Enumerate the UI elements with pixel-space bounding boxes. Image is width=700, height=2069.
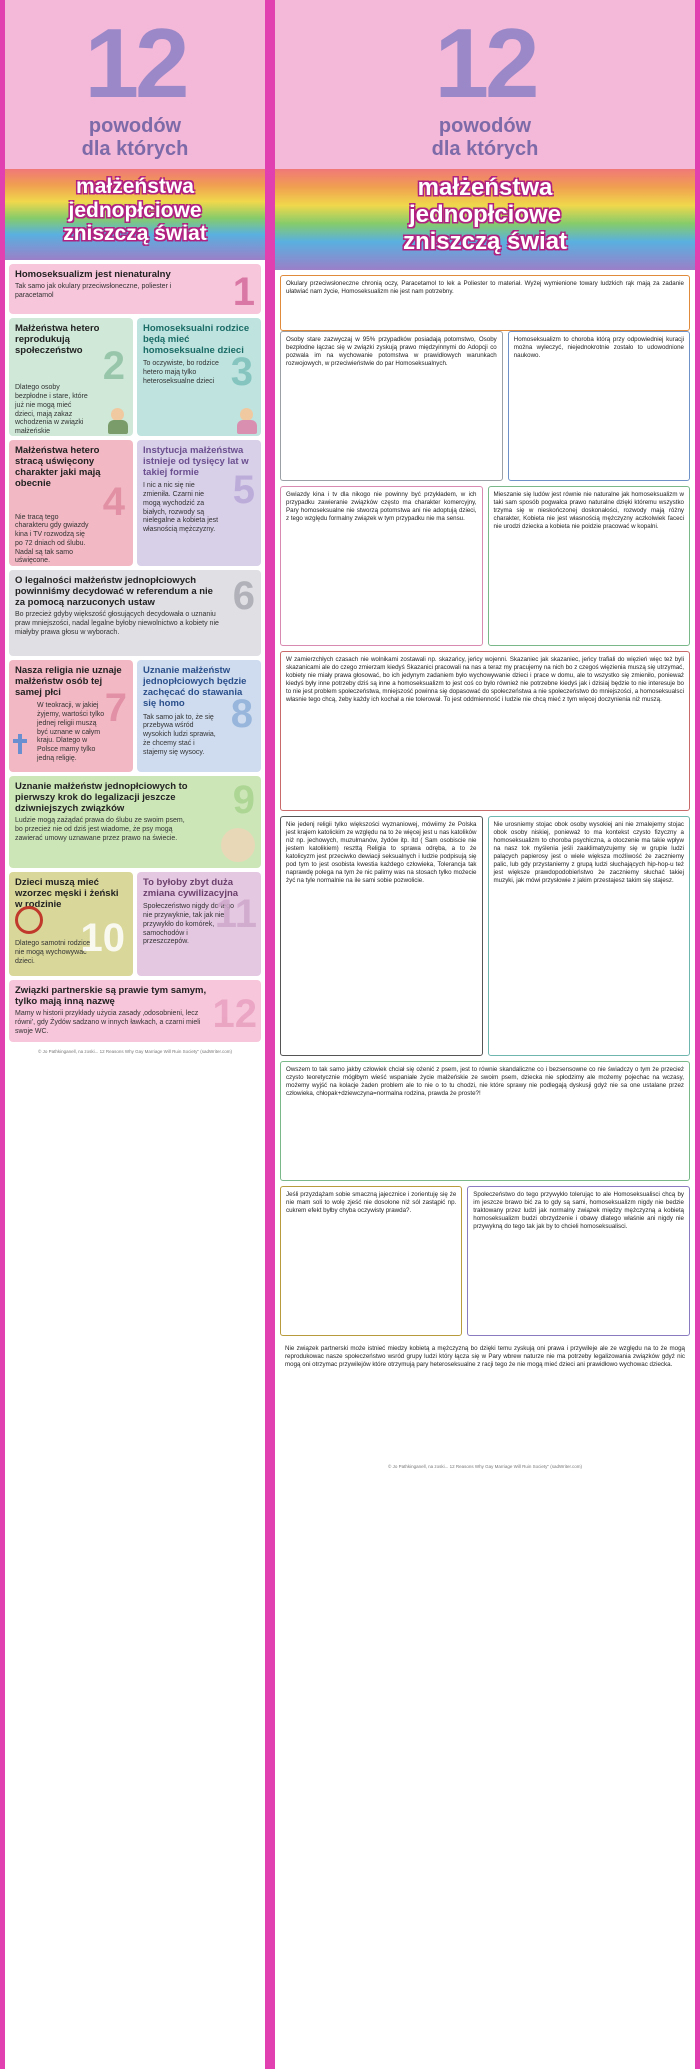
- reason-card-1: Homoseksualizm jest nienaturalny Tak samo jak okulary przeciwsłoneczne, poliester i paracetamol 1: [9, 264, 261, 314]
- right-annotated-page: [275, 0, 695, 2069]
- reason-card-11: To byłoby zbyt duża zmiana cywilizacyjna Społeczeństwo nigdy do tego nie przywyknie, tak jak nie przywykło do komórek, samochodów i przeszczepów. 11: [137, 872, 261, 976]
- reason-card-2: Małżeństwa hetero reprodukują społeczeństwo Dlatego osoby bezpłodne i stare, które już nie mogą mieć dzieci, mają zakaz wchodzenia w związki małżeńskie 2: [9, 318, 133, 436]
- poster-header-left: [5, 0, 265, 260]
- commentary-box-10: Jeśli przyzdążam sobie smaczną jajecznice i zorientuję się że nie mam soli to wolę zjeść nie dosolone niż sól zastąpić np. cukrem efekt byłby chyba oczywisty prawda?.: [280, 1186, 462, 1336]
- figure-icon: [107, 408, 129, 434]
- commentary-box-7: Nie jedenj religii tylko większości wyznaniowej, mówiimy że Polska jest krajem katolickim ze względu na to że więcej jest u nas katolików niż np. jechowych, muzułmanów, żydów itp. itd ( Sam osobiscie nie jestem katolikiem) reszttą Religia to sprawa odręba, a to że katolicyzm jest przeciwko dewiacji seksualnych i ludzie podpisują się pod tym to jest osobista kwestia każdego człowieka, Tolerancja tak naprawdę polega na tym że nic palimy was na stosach tylko możecie żyć na tyle normalnie na ile sami sobie pozwolicie.: [280, 816, 483, 1056]
- poster-footer-right: © Jo Pathkinganell, na zoski... 12 Reasons Why Gay Marriage Will Ruin Society" (sadWriter.com): [388, 1463, 582, 1469]
- reason-card-12: Związki partnerskie są prawie tym samym, tylko mają inną nazwę Mamy w historii przykłady użycia zasady ‚odosobnieni, lecz równi', gdy Żydów sadzano w innych ławkach, a czarni mieli swoje WC. 12: [9, 980, 261, 1042]
- reason-row-2-3: [9, 318, 261, 440]
- poster-subtitle-right: powodów dla których: [431, 115, 539, 161]
- poster-rainbow-banner-right: małżeństwa jednopłciowe zniszczą świat: [275, 169, 695, 270]
- poster-header-right: [275, 0, 695, 270]
- reason-card-6: O legalności małżeństw jednopłciowych powinniśmy decydować w referendum a nie za pomocą narzuconych ustaw Bo przecież gdyby większość głosujących decydowała o uznaniu praw mniejszości, nadal legalne byłoby niewolnictwo a kobiety nie miałyby prawa głosu w wyborach. 6: [9, 570, 261, 656]
- commentary-row-7-8: [280, 816, 690, 1056]
- commentary-row-10-11: [280, 1186, 690, 1336]
- commentary-box-5: Mieszanie się ludów jest równie nie naturalne jak homoseksualizm w taki sam sposób pogwałca prawo naturalne dzięki któremu wszystko trzyma się w nieskończonej doskonałości, rozwody mają różny charakter, Kobieta nie jest własnością mężczyzny aczkolwiek faceci nie urodzi dziecka a kobieta nie poidzie pracować w kopalni.: [488, 486, 691, 646]
- commentary-grid: [275, 270, 695, 1480]
- commentary-box-4: Gwiazdy kina i tv dla nikogo nie powinny być przykładem, w ich przypadku zawieranie związków często ma charakter komercyjny, Pary homoseksualne nie stworzą potomstwa ani nie adoptują dzieci, z tego względu formalny związek w tym przypadku nie ma sensu.: [280, 486, 483, 646]
- reason-card-10: Dzieci muszą mieć wzorzec męski i żeński w rodzinie Dlatego samotni rodzice nie mogą wychowywać dzieci. 10: [9, 872, 133, 976]
- left-poster-page: [5, 0, 265, 2069]
- commentary-box-9: Owszem to tak samo jakby człowiek chciał się ożenić z psem, jest to równie skandaliczne co i bezsensowne co nie świadczy o tym że przecież czysto teoretycznie mógłbym wieść wspaniałe życie małżeńskie ze swoim psem, dziecka nie spłodzimy ale możemy pojechac na wczasy, możemy wyjść na kolacje żaden problem ale to nie o to tu chodzi, nie które sprawy nie podlegają dyskusji gdyż nie sa one ustalane przez człowieka, chłopak+dziewczyna=normalna rodzina, prawda że proste?!: [280, 1061, 690, 1181]
- poster-footer: © Jo Pathkinganell, na zoski... 12 Reasons Why Gay Marriage Will Ruin Society" (sadWriter.com): [38, 1048, 232, 1054]
- commentary-box-11: Społeczeństwo do tego przywykło tolerując to ale Homoseksualisci chcą by im jeszcze brawo bić za to gdy są sami, homoseksualizm nigdy nie bedzie traktowany przez ludzi jak normalny związek między mężczyzną a kobietą homoseksualizm budzi obrzydzenie i obawy dlatego właśnie ani nigdy nie przywykną do tego tak jak by to chcieli homoseksualisci.: [467, 1186, 690, 1336]
- figure-icon: [236, 408, 258, 434]
- reason-row-7-8: [9, 660, 261, 776]
- reason-card-3: Homoseksualni rodzice będą mieć homoseksualne dzieci To oczywiste, bo rodzice hetero mają tylko heteroseksualne dzieci 3: [137, 318, 261, 436]
- commentary-box-8: Nie urosniemy stojac obok osoby wysokiej ani nie zmalejemy stojac obok osoby niskiej, ponieważ to ma kontekst czysto fizyczny a homoseksualizm to choroba psychiczna, a otoczenie ma takie wpływ na nasz tok myślenia jeśli zaaklimatyzujemy się w grupie ludzi palących papierosy jest o wiele większa możliwość że zaczniemy palic, lub gdy przystaniemy z grupą ludzi słuchających hip-hop-u też jest większe prawdopodobieństwo że zaczniemy słuchać takiej muzyki, jak mówi przysłowie z jakim przestajesz takim się stajesz.: [488, 816, 691, 1056]
- reason-card-4: Małżeństwa hetero stracą uświęcony charakter jaki mają obecnie Nie tracą tego charakteru gdy gwiazdy kina i TV rozwodzą się po 72 dniach od ślubu. Nadal są tak samo uświęcone. 4: [9, 440, 133, 566]
- cross-icon: [13, 734, 27, 754]
- reason-card-7: Nasza religia nie uznaje małżeństw osób tej samej płci W teokracji, w jakiej żyjemy, wartości tylko jednej religii muszą być uznane w całym kraju. Dlatego w Polsce mamy tylko jedną religię. 7: [9, 660, 133, 772]
- reason-card-9: Uznanie małżeństw jednopłciowych to pierwszy krok do legalizacji jeszcze dziwniejszych związków Ludzie mogą zażądać prawa do ślubu ze swoim psem, bo przecież nie od dziś jest wiadome, że psy mogą zawierać umowy uznawane przez prawo na świecie. 9: [9, 776, 261, 868]
- commentary-row-2-3: [280, 331, 690, 481]
- poster-subtitle: powodów dla których: [81, 115, 189, 161]
- reason-row-10-11: [9, 872, 261, 980]
- dog-photo: [221, 828, 255, 862]
- reasons-grid: [5, 260, 265, 1064]
- commentary-row-4-5: [280, 486, 690, 646]
- commentary-box-2: Osoby stare zazwyczaj w 95% przypadków posiadają potomstwo, Osoby bezpłodne łączac się w związki zyskują prawo międzyinnymi do Adopcji co pozwala im na wychowanie potomstwa w prawidłowych warunkach rozwojowych, w przeciwieństwie do par Homoseksualnych.: [280, 331, 503, 481]
- commentary-box-1: Okulary przeciwsłoneczne chronią oczy, Paracetamol to lek a Poliester to materiał. Wyżej wymienione towary ludzkich rąk mają za zadanie ułatwiać nam życie, Homoseksualizm nie jest nam potrzebny.: [280, 275, 690, 331]
- reason-row-4-5: [9, 440, 261, 570]
- prohibition-icon: [15, 906, 43, 934]
- reason-card-8: Uznanie małżeństw jednopłciowych będzie zachęcać do stawania się homo Tak samo jak to, że się przebywa wśród wysokich ludzi sprawia, że chcemy stać i stajemy się wysocy. 8: [137, 660, 261, 772]
- poster-number-right: 12: [434, 8, 536, 118]
- commentary-box-12: Nie związek partnerski może istnieć miedzy kobietą a mężczyzną bo dzięki temu zyskują oni prawa i przywileje ale ze względu na to że mogą reprodukowac nasze społeczeństwo wsród grupy ludzi który łącza się w Pary wbrew naturze nie ma potrzeby legalizowania związków gdyż nic mogą oni otrzymac przywilejów które otrzymują pary heteroseksualne z racji tego że nie mogą mieć dzieci ani prawidłowo wychowac dziecka.: [280, 1341, 690, 1461]
- poster-number: 12: [84, 8, 186, 118]
- commentary-box-6: W zamierzchłych czasach nie wolnikami zostawali np. skazańcy, jeńcy wojenni. Skazaniec jak skazaniec, jeńcy trafiali do więzień więc też byli skazanicami ale do czego zmierzam kiedyś Skazanici pracowali na nas a teraz my pracujemy na nich bo z czegoś więzienia muszą się utrzymać, kobiety nie miały prawa głosować, bo ich jedynym zadaniem było wychowywanie dzieci i prace w domu, ale to wszystko się zmieniło, ponieważ kiedyś były inne potrzeby dziś są inne a homoseksualizm to jest coś co było również nie potrzebne kiedyś jak i dzisiaj będzie to nie interesuje bo to nie jest problem społeczeństwa, mniejszość powinna się dopasować do społeczeństwa a nie społeczeństwo do mniejszości, a homoseksualsci własnie tego chcą, żeby każdy ich kochał a nie tolerował. To jest oddmienność i ludzie nie chcą mieć z tym więcej doczynienia niż muszą.: [280, 651, 690, 811]
- commentary-box-3: Homoseksualizm to choroba którą przy odpowiedniej kuracji można wyleczyć, niejednokrotnie zostało to udowodnione naukowo.: [508, 331, 690, 481]
- reason-card-5: Instytucja małżeństwa istnieje od tysięcy lat w takiej formie I nic a nic się nie zmieniła. Czarni nie mogą wychodzić za białych, rozwody są nielegalne a kobieta jest własnością mężczyzny. 5: [137, 440, 261, 566]
- poster-rainbow-banner: małżeństwa jednopłciowe zniszczą świat: [5, 169, 265, 260]
